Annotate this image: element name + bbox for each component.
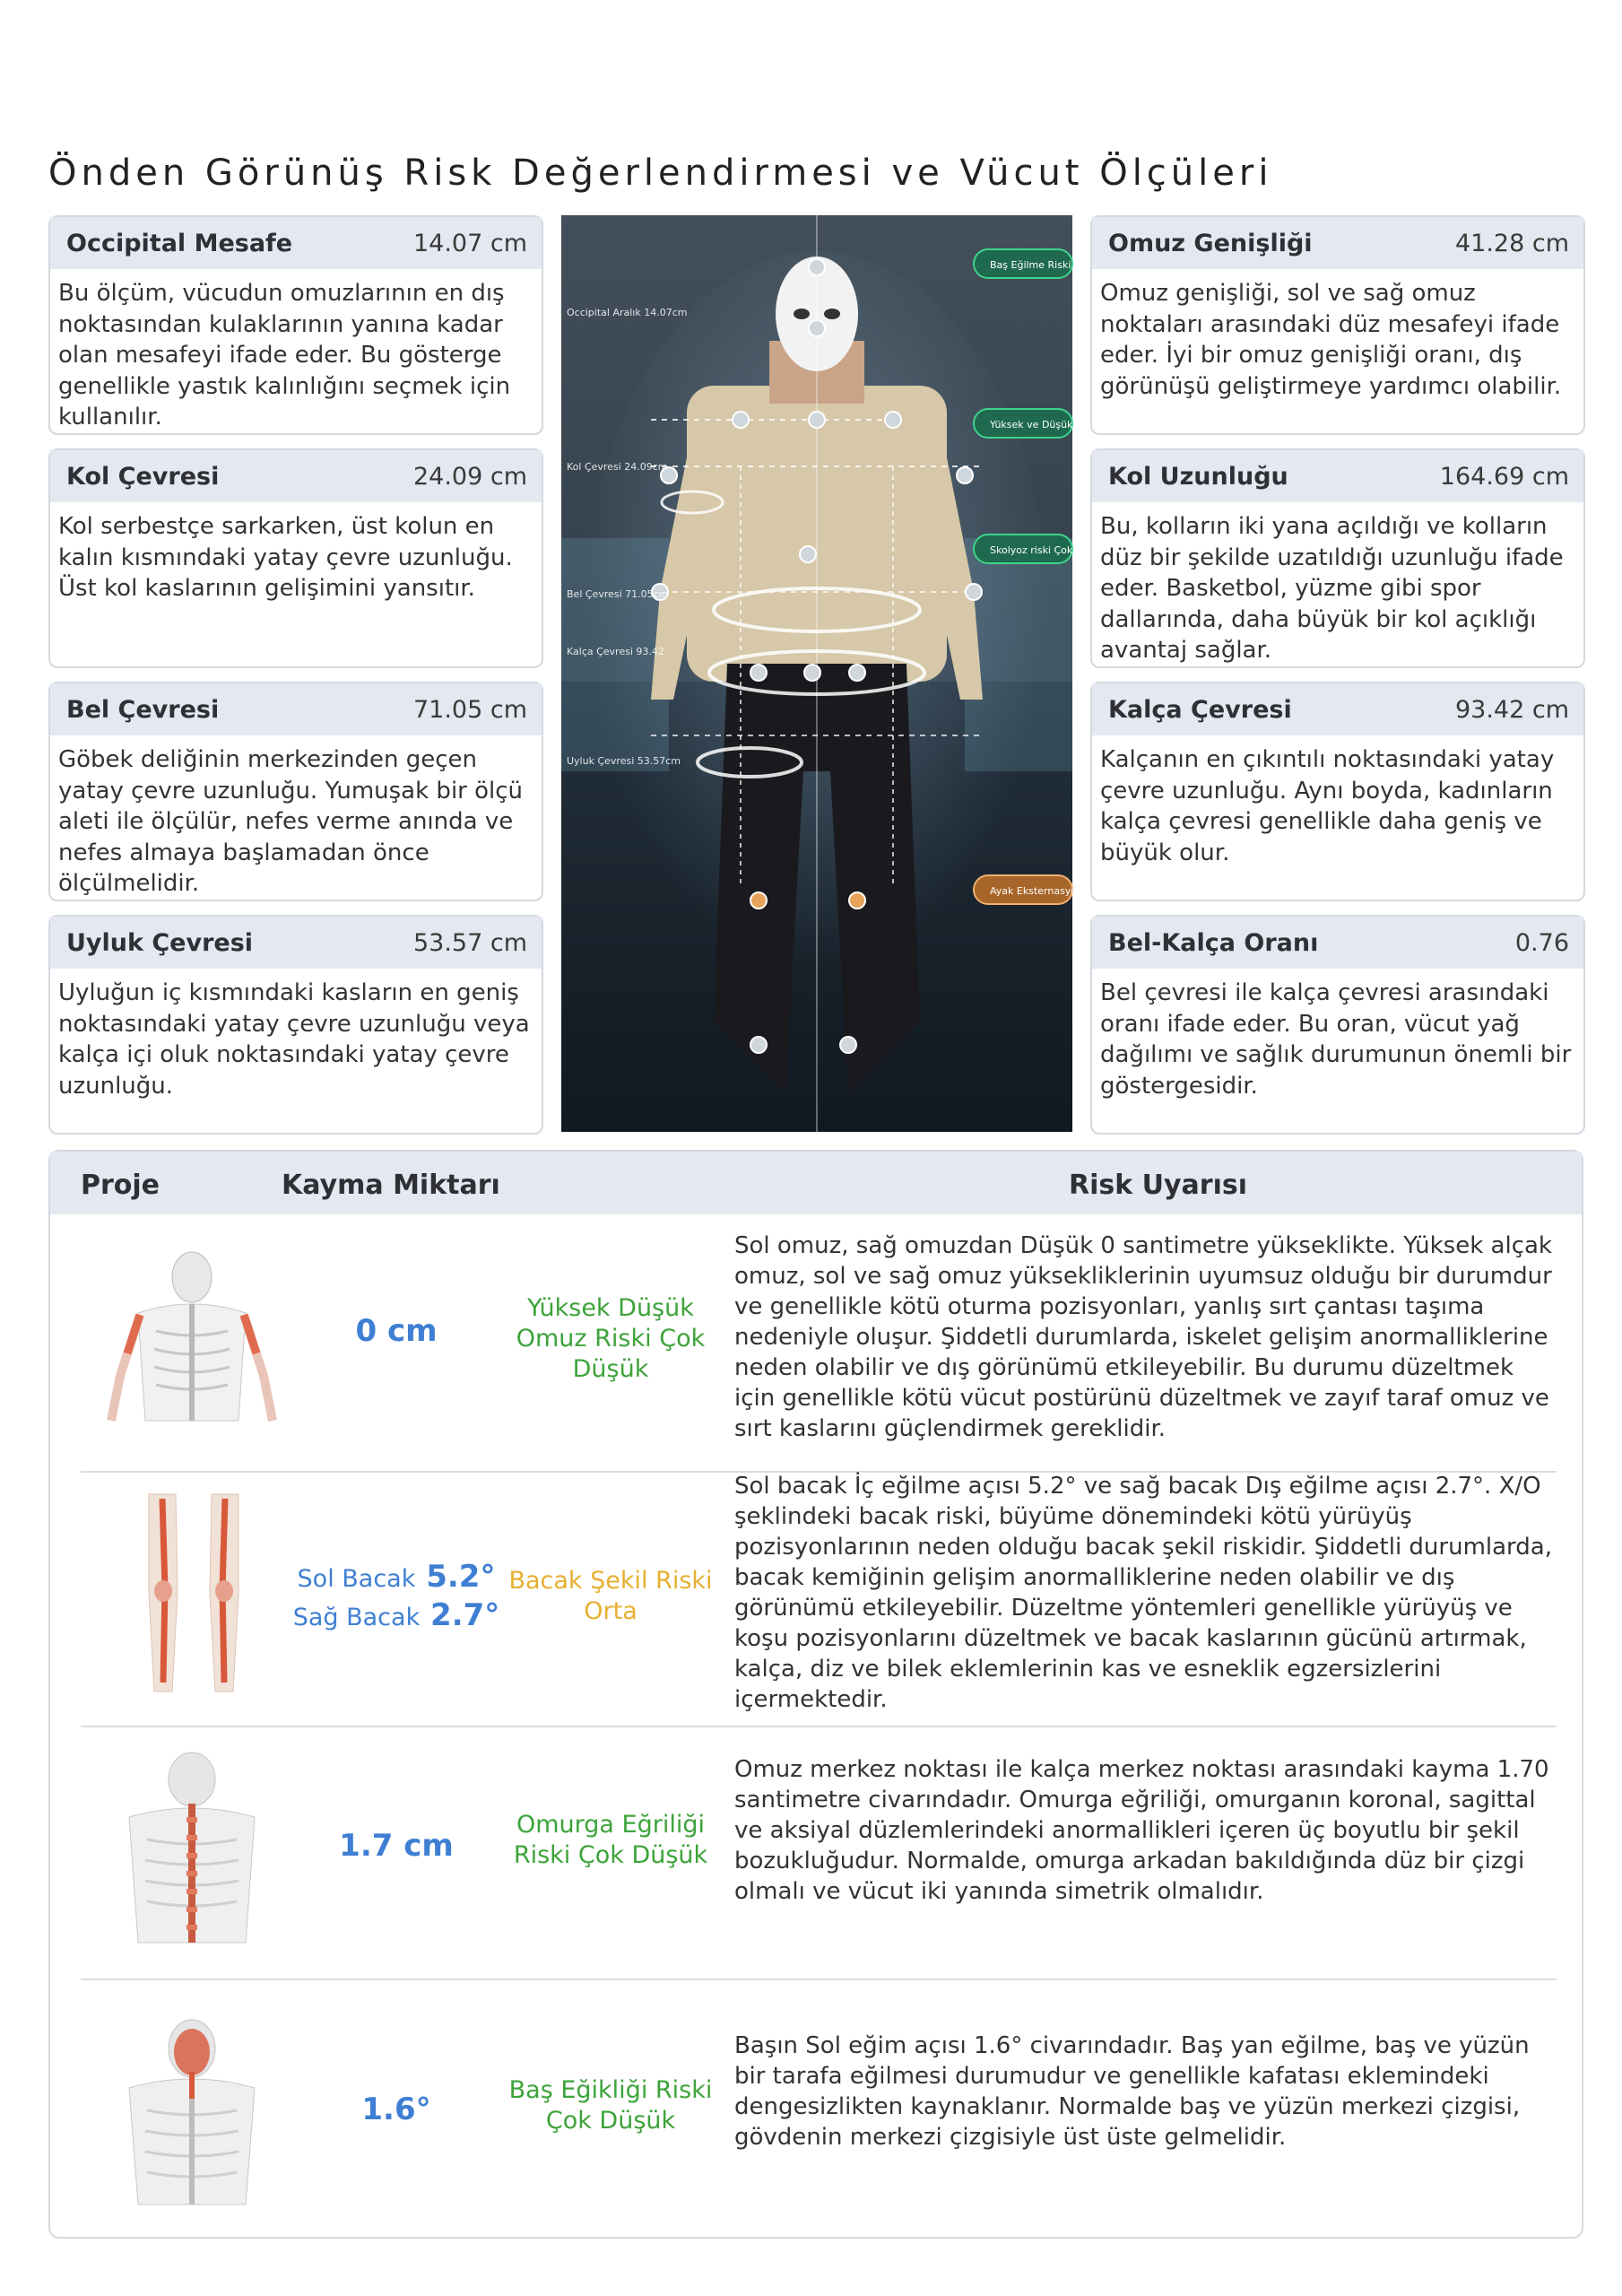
card-description: Göbek deliğinin merkezinden geçen yatay çevre uzunluğu. Yumuşak bir ölçü aleti ile ölçülür, nefes verme anında ve nefes almaya başlamadan önce ölçülmelidir.: [58, 746, 524, 897]
card-label: Kol Çevresi: [66, 462, 220, 491]
card-bel-kalca-orani: [1090, 915, 1585, 1135]
card-description: Bu, kolların iki yana açıldığı ve kolların düz bir şekilde uzatıldığı uzunluğu ifade eder. Basketbol, yüzme gibi spor dallarında, daha büyük bir kol açıklığı avantaj sağlar.: [1100, 513, 1564, 664]
card-kol-cevresi: [48, 448, 543, 668]
risk-level: Yüksek Düşük Omuz Riski Çok Düşük: [516, 1294, 706, 1383]
risk-row-shoulder: [50, 1214, 1585, 1465]
card-kalca-cevresi: [1090, 682, 1585, 901]
shift-value: 0 cm: [355, 1313, 438, 1349]
card-label: Omuz Genişliği: [1108, 229, 1313, 257]
card-description: Omuz genişliği, sol ve sağ omuz noktaları arasındaki düz mesafeyi ifade eder. İyi bir omuz genişliği oranı, dış görünüşü geliştirmeye yardımcı olabilir.: [1100, 280, 1562, 400]
right-leg-value: 2.7°: [430, 1597, 500, 1633]
risk-description: Sol bacak İç eğilme açısı 5.2° ve sağ bacak Dış eğilme açısı 2.7°. X/O şeklindeki bacak riski, büyüme dönemindeki kötü yürüyüş pozisyonlarının neden olduğu bacak şekil riskidir. Şiddetli durumlarda, bacak kemiğinin gelişim anormalliklerine neden olabilir ve dış görünümü etkileyebilir. Düzeltme yöntemleri genellikle yürüyüş ve koşu pozisyonlarını düzeltmek ve bacak kaslarının gücünü artırmak, kalça, diz ve bilek eklemlerinin kas ve esneklik egzersizlerini içermektedir.: [734, 1473, 1552, 1713]
card-description: Uyluğun iç kısmındaki kasların en geniş noktasındaki yatay çevre uzunluğu veya kalça içi oluk noktasındaki yatay çevre uzunluğu.: [58, 979, 530, 1100]
card-value: 93.42 cm: [1454, 695, 1569, 724]
card-value: 53.57 cm: [412, 928, 527, 957]
header-project: Proje: [81, 1170, 160, 1201]
body-scan-photo: [561, 215, 1084, 1132]
risk-level: Omurga Eğriliği Riski Çok Düşük: [513, 1811, 708, 1869]
photo-tag-occipital: Occipital Aralık 14.07cm: [567, 307, 688, 318]
risk-table: [48, 1150, 1583, 2239]
card-description: Kalçanın en çıkıntılı noktasındaki yatay çevre uzunluğu. Aynı boyda, kadınların kalça çevresi genellikle daha geniş ve büyük olur.: [1100, 746, 1555, 866]
photo-tag-uyluk: Uyluk Çevresi 53.57cm: [567, 755, 681, 767]
card-value: 71.05 cm: [412, 695, 527, 724]
risk-level: Baş Eğikliği Riski Çok Düşük: [508, 2076, 713, 2135]
photo-tag-omuz: Yüksek ve Düşük: [990, 419, 1073, 430]
photo-tag-skolyoz: Skolyoz riski Çok: [990, 544, 1073, 556]
risk-level: Bacak Şekil Riski Orta: [508, 1567, 713, 1625]
card-kol-uzunlugu: [1090, 448, 1585, 668]
photo-tag-kol: Kol Çevresi 24.09cm: [567, 461, 668, 473]
risk-row-spine: [50, 1727, 1585, 1979]
card-label: Uyluk Çevresi: [66, 928, 254, 957]
card-label: Kalça Çevresi: [1108, 695, 1292, 724]
header-shift: Kayma Miktarı: [282, 1170, 500, 1201]
header-risk: Risk Uyarısı: [1069, 1170, 1248, 1201]
card-omuz-genisligi: [1090, 215, 1585, 435]
photo-tag-kalca: Kalça Çevresi 93.42: [567, 646, 664, 657]
card-label: Occipital Mesafe: [66, 229, 293, 257]
page-title: Önden Görünüş Risk Değerlendirmesi ve Vücut Ölçüleri: [48, 152, 1273, 194]
card-bel-cevresi: [48, 682, 543, 901]
shift-value: 1.6°: [361, 2092, 431, 2127]
risk-row-legs: [50, 1473, 1585, 1733]
photo-tag-bel: Bel Çevresi 71.05cm: [567, 588, 669, 600]
risk-row-head: [50, 1980, 1585, 2240]
photo-tag-ayak: Ayak Eksternasyon: [990, 885, 1084, 897]
risk-description: Sol omuz, sağ omuzdan Düşük 0 santimetre yükseklikte. Yüksek alçak omuz, sol ve sağ omuz yüksekliklerinin uyumsuz olduğu bir durumdur ve genellikle kötü oturma pozisyonları, yanlış sırt çantası taşıma nedeniyle oluşur. Şiddetli durumlarda, iskelet gelişim anormalliklerine neden olabilir ve dış görünümü etkileyebilir. Bu durumu düzeltmek için genellikle kötü vücut postürünü düzeltmek ve zayıf taraf omuz ve sırt kaslarını güçlendirmek gereklidir.: [734, 1232, 1552, 1442]
card-value: 164.69 cm: [1439, 462, 1569, 491]
card-value: 0.76: [1514, 928, 1569, 957]
left-leg-value: 5.2°: [426, 1559, 496, 1595]
photo-tag-bas: Baş Eğilme Riski: [990, 259, 1071, 271]
risk-description: Başın Sol eğim açısı 1.6° civarındadır. Baş yan eğilme, baş ve yüzün bir tarafa eğilmesi durumudur ve genellikle kafatası eklemindeki dengesizlikten kaynaklanır. Normalde baş ve yüzün merkezi çizgisi, gövdenin merkezi çizgisiyle üst üste gelmelidir.: [734, 2032, 1530, 2151]
left-leg-label: Sol Bacak: [297, 1565, 416, 1593]
right-leg-label: Sağ Bacak: [292, 1604, 421, 1631]
card-description: Bel çevresi ile kalça çevresi arasındaki oranı ifade eder. Bu oran, vücut yağ dağılımı ve sağlık durumunun önemli bir göstergesidir.: [1100, 979, 1572, 1100]
card-value: 24.09 cm: [412, 462, 527, 491]
card-label: Kol Uzunluğu: [1108, 462, 1288, 491]
card-label: Bel Çevresi: [66, 695, 220, 724]
card-description: Bu ölçüm, vücudun omuzlarının en dış noktasından kulaklarının yanına kadar olan mesafeyi ifade eder. Bu gösterge genellikle yastık kalınlığını seçmek için kullanılır.: [58, 280, 511, 430]
legs-image: [113, 1494, 274, 1704]
card-description: Kol serbestçe sarkarken, üst kolun en kalın kısmındaki yatay çevre uzunluğu. Üst kol kaslarının gelişimini yansıtır.: [58, 513, 513, 602]
risk-table-header: [50, 1152, 1582, 1214]
card-occipital: [48, 215, 543, 435]
card-uyluk-cevresi: [48, 915, 543, 1135]
leg-angles: [262, 1559, 531, 1636]
shift-value: 1.7 cm: [339, 1828, 454, 1864]
card-label: Bel-Kalça Oranı: [1108, 928, 1319, 957]
risk-description: Omuz merkez noktası ile kalça merkez noktası arasındaki kayma 1.70 santimetre civarındadır. Omurga eğriliği, omurganın koronal, sagittal ve aksiyal düzlemlerindeki anormallikleri içeren üç boyutlu bir şekil bozukluğudur. Normalde, omurga arkadan bakıldığında düz bir çizgi olmalı ve vücut iki yanında simetrik olmalıdır.: [734, 1756, 1549, 1905]
card-value: 41.28 cm: [1454, 229, 1569, 257]
card-value: 14.07 cm: [412, 229, 527, 257]
